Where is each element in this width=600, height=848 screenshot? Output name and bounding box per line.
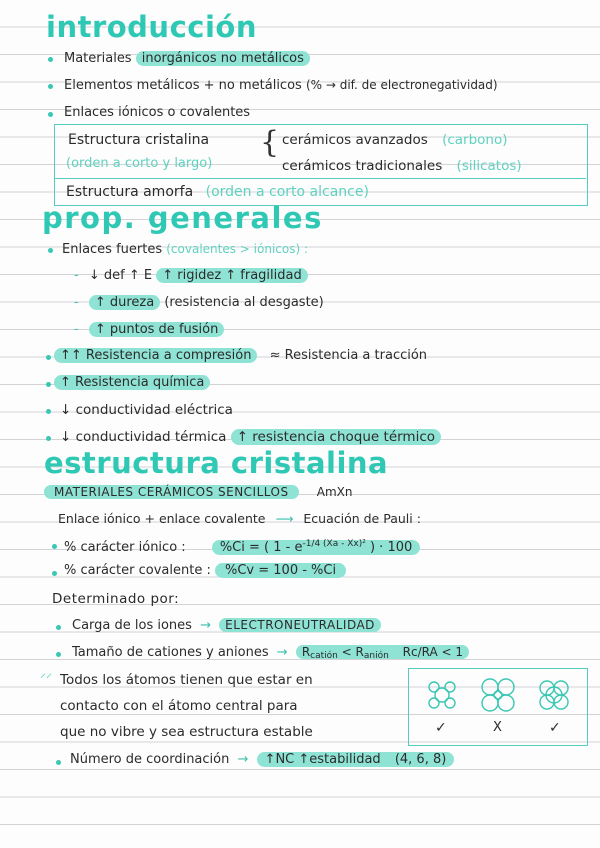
struct-coordinacion xyxy=(70,751,454,769)
struct-tag xyxy=(44,483,352,502)
prop-sub-rigidez xyxy=(74,267,308,285)
struct-caracter-covalente xyxy=(64,562,346,580)
bullet-dot xyxy=(56,652,61,657)
covalent-formula-highlight: %Cv = 100 - %Ci xyxy=(215,563,346,578)
prop-electrica: ↓ conductividad eléctrica xyxy=(60,402,233,418)
note-icon: ⸝⸝ xyxy=(40,666,53,680)
pauli-text: Ecuación de Pauli : xyxy=(303,511,421,526)
enlaces-fuertes-note: (covalentes > iónicos) : xyxy=(166,242,309,256)
prop-termica xyxy=(60,428,441,446)
config-stable-large xyxy=(540,681,568,709)
sub-rigidez-text: ↓ def ↑ E xyxy=(88,268,153,283)
nc-highlight xyxy=(257,752,455,767)
bullet-dot xyxy=(48,57,53,62)
note-line-3: que no vibre y sea estructura estable xyxy=(60,724,313,740)
ionic-formula-highlight xyxy=(212,540,420,555)
tamano-text: Tamaño de cationes y aniones xyxy=(72,645,269,660)
bullet-dot xyxy=(46,409,51,414)
radius-highlight xyxy=(296,645,469,659)
config-unstable xyxy=(482,679,514,711)
intro-b1-text: Materiales xyxy=(64,51,132,66)
arrow-right-icon: → xyxy=(200,618,211,633)
ionic-formula-b: ) · 100 xyxy=(369,540,413,555)
traccion-text: ≈ Resistencia a tracción xyxy=(269,348,428,363)
quimica-highlight: ↑ Resistencia química xyxy=(54,375,210,390)
intro-b2-note: (% → dif. de electronegatividad) xyxy=(305,78,498,92)
compresion-highlight: ↑↑ Resistencia a compresión xyxy=(54,348,257,363)
box-orden-corto-largo: (orden a corto y largo) xyxy=(66,156,213,171)
note-line-1: Todos los átomos tienen que estar en xyxy=(60,672,313,688)
bullet-dot xyxy=(46,436,51,441)
dash-icon: - xyxy=(74,295,79,310)
intro-bullet-enlaces: Enlaces iónicos o covalentes xyxy=(64,105,251,120)
estructura-amorfa-text: Estructura amorfa xyxy=(66,184,194,200)
mark-check-1: ✓ xyxy=(435,720,447,736)
struct-carga-iones xyxy=(72,616,381,635)
ceramicos-avanzados-note: (carbono) xyxy=(442,132,508,148)
intro-b1-highlight: inorgánicos no metálicos xyxy=(136,51,310,66)
box-estructura-cristalina: Estructura cristalina xyxy=(68,132,210,148)
bullet-dot xyxy=(52,544,57,549)
config-stable-small xyxy=(429,682,455,708)
brace-icon: { xyxy=(260,125,280,160)
sub-dureza-text: (resistencia al desgaste) xyxy=(164,295,324,310)
struct-tag-highlight: MATERIALES CERÁMICOS SENCILLOS xyxy=(44,485,299,499)
ionic-formula-exp: -1/4 (Xa - Xx)² xyxy=(302,539,366,549)
nc-values: (4, 6, 8) xyxy=(394,752,447,767)
struct-tamano xyxy=(72,643,469,665)
box-estructura-amorfa xyxy=(66,183,369,201)
prop-quimica xyxy=(54,374,210,392)
arrow-right-icon: ⟶ xyxy=(275,511,294,526)
ceramicos-avanzados-text: cerámicos avanzados xyxy=(282,132,428,148)
intro-bullet-materiales xyxy=(64,50,310,68)
mark-check-2: ✓ xyxy=(549,720,561,736)
bullet-dot xyxy=(56,760,61,765)
struct-caracter-ionico xyxy=(64,535,420,557)
prop-enlaces-fuertes xyxy=(62,240,308,259)
estructura-amorfa-note: (orden a corto alcance) xyxy=(205,184,369,200)
box-ceramicos-tradicionales xyxy=(282,157,522,175)
r-cation: R xyxy=(301,645,311,659)
ceramicos-tradicionales-note: (silicatos) xyxy=(456,158,522,174)
note-line-2: contacto con el átomo central para xyxy=(60,698,298,714)
r-cation-sub: catión xyxy=(310,651,338,661)
struct-formula: AmXn xyxy=(316,485,353,499)
section-title-introduccion: introducción xyxy=(46,10,257,44)
prop-sub-dureza xyxy=(74,294,324,312)
intro-bullet-elementos xyxy=(64,76,498,95)
termica-text: ↓ conductividad térmica xyxy=(60,429,227,445)
sub-dureza-highlight: ↑ dureza xyxy=(89,295,160,310)
struct-enlace-line xyxy=(58,510,421,528)
radius-ratio: Rc/RA < 1 xyxy=(402,645,464,659)
sub-fusion-highlight: ↑ puntos de fusión xyxy=(89,322,225,337)
prop-compresion xyxy=(54,347,427,365)
dash-icon: - xyxy=(74,322,79,337)
intro-b2-text: Elementos metálicos + no metálicos xyxy=(64,78,302,93)
box-ceramicos-avanzados xyxy=(282,131,508,149)
arrow-right-icon: → xyxy=(237,752,249,767)
section-title-estructura: estructura cristalina xyxy=(44,446,389,480)
electroneutralidad-highlight: ELECTRONEUTRALIDAD xyxy=(219,618,381,632)
nc-text: ↑NC ↑estabilidad xyxy=(264,752,381,767)
sub-rigidez-highlight: ↑ rigidez ↑ fragilidad xyxy=(156,268,308,283)
arrow-right-icon: → xyxy=(276,645,288,660)
enlace-text: Enlace iónico + enlace covalente xyxy=(58,511,266,526)
prop-sub-fusion xyxy=(74,321,224,339)
termica-highlight: ↑ resistencia choque térmico xyxy=(231,429,441,445)
carga-iones-text: Carga de los iones xyxy=(72,618,192,633)
ionic-formula-a: %Ci = ( 1 - e xyxy=(219,540,303,555)
coordinacion-text: Número de coordinación xyxy=(70,752,230,767)
struct-determinado: Determinado por: xyxy=(52,591,180,607)
enlaces-fuertes-text: Enlaces fuertes xyxy=(62,242,163,257)
bullet-dot xyxy=(48,112,53,117)
box-divider xyxy=(54,178,586,179)
mark-x: X xyxy=(493,720,502,735)
dash-icon: - xyxy=(74,268,79,283)
caracter-ionico-label: % carácter iónico : xyxy=(64,540,186,555)
bullet-dot xyxy=(48,248,53,253)
bullet-dot xyxy=(46,382,51,387)
section-title-prop-generales: prop. generales xyxy=(42,201,323,235)
bullet-dot xyxy=(52,571,57,576)
r-anion: < R xyxy=(337,645,364,659)
caracter-covalente-label: % carácter covalente : xyxy=(64,563,211,578)
ceramicos-tradicionales-text: cerámicos tradicionales xyxy=(282,158,443,174)
r-anion-sub: anión xyxy=(363,651,389,661)
bullet-dot xyxy=(56,625,61,630)
bullet-dot xyxy=(46,355,51,360)
bullet-dot xyxy=(48,84,53,89)
